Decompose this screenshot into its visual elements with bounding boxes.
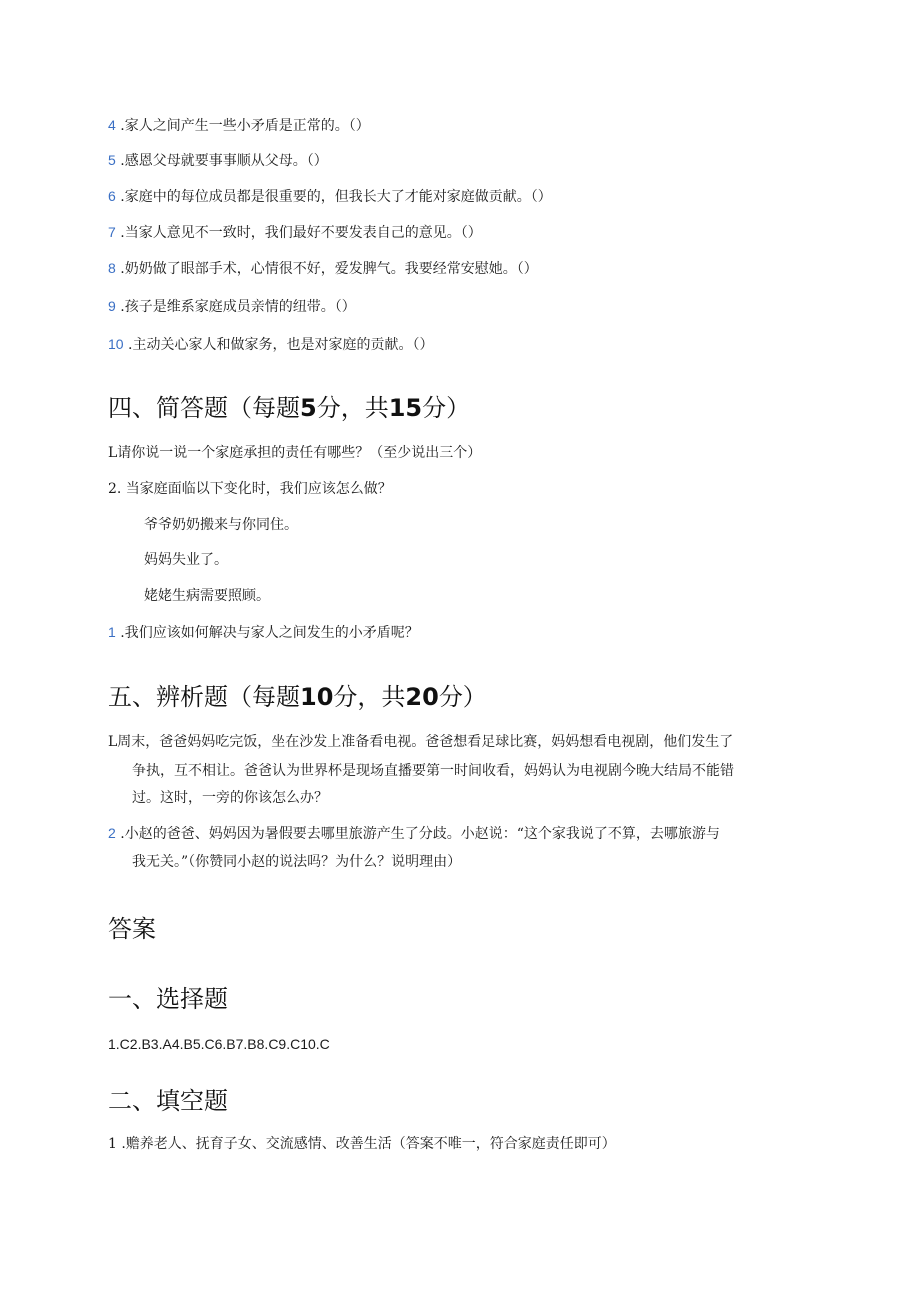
s4-question-2-option-a: 爷爷奶奶搬来与你同住。	[144, 517, 298, 533]
heading-part: 分）	[422, 394, 471, 422]
answers-section-2-title: 二、填空题	[108, 1087, 228, 1115]
item-text: .主动关心家人和做家务，也是对家庭的贡献。（）	[123, 337, 434, 353]
answers-section-1-content: 1.C2.B3.A4.B5.C6.B7.B8.C9.C10.C	[108, 1036, 330, 1052]
tf-item-4	[108, 115, 370, 136]
answers-title: 答案	[108, 915, 156, 943]
s5-question-2-line-1	[108, 823, 720, 844]
section-5-title	[108, 681, 487, 713]
tf-item-10	[108, 334, 433, 355]
heading-part: 分，共	[333, 683, 406, 711]
item-text: .孩子是维系家庭成员亲情的纽带。（）	[115, 299, 356, 315]
answers-section-1-title: 一、选择题	[108, 985, 228, 1013]
heading-part: 四、简答题（每题	[108, 394, 300, 422]
s5-question-1-line-3: 过。这时，一旁的你该怎么办？	[132, 790, 328, 806]
tf-item-5	[108, 150, 328, 171]
s4-question-1: L请你说一说一个家庭承担的责任有哪些？（至少说出三个）	[108, 445, 482, 461]
s5-question-1-line-2: 争执，互不相让。爸爸认为世界杯是现场直播要第一时间收看，妈妈认为电视剧今晚大结局不能错	[132, 763, 734, 779]
heading-part: 五、辨析题（每题	[108, 683, 300, 711]
item-number: 5	[108, 152, 116, 168]
heading-part: 15	[388, 394, 423, 422]
s4-question-2-option-c: 姥姥生病需要照顾。	[144, 588, 270, 604]
item-number: 6	[108, 188, 116, 204]
heading-part: 分，共	[316, 394, 389, 422]
item-text: .当家人意见不一致时，我们最好不要发表自己的意见。（）	[115, 225, 482, 241]
s4-question-2-option-b: 妈妈失业了。	[144, 552, 228, 568]
item-number: 2	[108, 825, 116, 841]
heading-part: 10	[300, 683, 334, 711]
tf-item-9	[108, 296, 356, 317]
tf-item-6	[108, 186, 552, 207]
s5-question-1-line-1: L周末，爸爸妈妈吃完饭，坐在沙发上准备看电视。爸爸想看足球比赛，妈妈想看电视剧，他们发生了	[108, 734, 734, 750]
section-4-title	[108, 392, 470, 424]
item-number: 4	[108, 117, 116, 133]
item-text: .奶奶做了眼部手术，心情很不好，爱发脾气。我要经常安慰她。（）	[115, 261, 538, 277]
item-text: .家庭中的每位成员都是很重要的，但我长大了才能对家庭做贡献。（）	[115, 189, 552, 205]
heading-part: 5	[300, 394, 317, 422]
tf-item-7	[108, 222, 482, 243]
answers-section-2-item-1: 1 .赡养老人、抚育子女、交流感情、改善生活（答案不唯一，符合家庭责任即可）	[108, 1136, 616, 1152]
item-number: 7	[108, 224, 116, 240]
item-text: .家人之间产生一些小矛盾是正常的。（）	[115, 118, 370, 134]
heading-part: 20	[405, 683, 439, 711]
s4-question-3	[108, 622, 419, 643]
item-text: .我们应该如何解决与家人之间发生的小矛盾呢？	[115, 625, 419, 641]
item-number: 10	[108, 336, 124, 352]
s5-question-2-line-2: 我无关。”（你赞同小赵的说法吗？为什么？说明理由）	[132, 854, 462, 870]
tf-item-8	[108, 258, 538, 279]
item-number: 9	[108, 298, 116, 314]
item-number: 8	[108, 260, 116, 276]
item-number: 1	[108, 624, 116, 640]
s4-question-2: 2. 当家庭面临以下变化时，我们应该怎么做？	[108, 481, 392, 497]
item-text: .感恩父母就要事事顺从父母。（）	[115, 153, 328, 169]
heading-part: 分）	[438, 683, 487, 711]
item-text: .小赵的爸爸、妈妈因为暑假要去哪里旅游产生了分歧。小赵说：“这个家我说了不算，去哪旅游与	[115, 826, 720, 842]
